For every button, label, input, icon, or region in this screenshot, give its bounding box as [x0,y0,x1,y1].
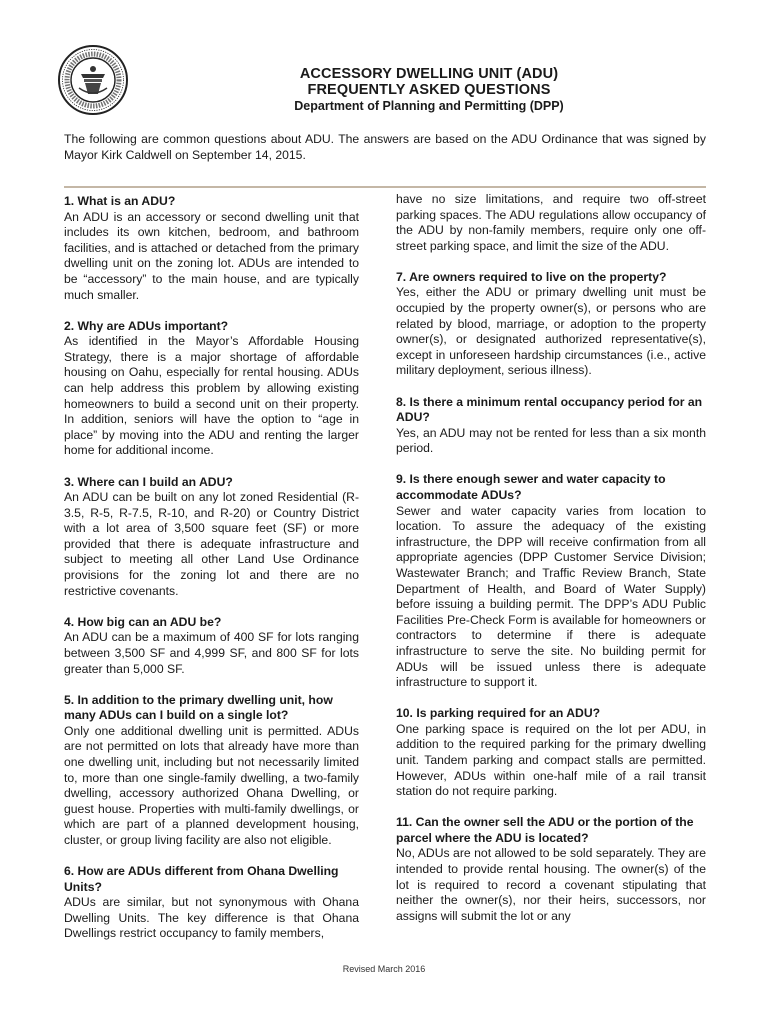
revision-footer: Revised March 2016 [342,964,426,974]
faq-answer: Only one additional dwelling unit is permitted. ADUs are not permitted on lots that already have more than one dwelling unit, including but not necessarily limited to, more than one single-family dwelling, a two-family dwelling, accessory authorized Ohana Dwelling, or guest house. Properties with multi-family dwellings, or which are part of a planned development housing, cluster, or group living facility are also not eligible. [64,723,359,847]
faq-answer: An ADU can be a maximum of 400 SF for lots ranging between 3,500 SF and 4,999 SF, and 800 SF for lots greater than 5,000 SF. [64,630,359,676]
title-line-2: FREQUENTLY ASKED QUESTIONS [307,82,551,98]
faq-item [396,472,706,690]
faq-item [64,864,359,942]
faq-answer: An ADU can be built on any lot zoned Residential (R-3.5, R-5, R-7.5, R-10, and R-20) or Country District with a lot area of 3,500 square feet (SF) or more provided that there is adequate infrastructure and subject to meeting all other Land Use Ordinance provisions for the zoning lot and there are no restrictive covenants. [64,490,359,598]
faq-question: 1. What is an ADU? [64,194,176,208]
faq-item [396,270,706,379]
faq-answer: As identified in the Mayor’s Affordable Housing Strategy, there is a major shortage of affordable housing on Oahu, especially for rental housing. ADUs can help address this problem by allowing existing homeowners to build a second unit on their property. In addition, seniors will have the option to “age in place” by moving into the ADU and renting the larger home for additional income. [64,334,359,458]
department-subtitle: Department of Planning and Permitting (DPP) [294,99,564,113]
title-line-1: ACCESSORY DWELLING UNIT (ADU) [299,66,559,82]
faq-item [64,615,359,677]
intro-paragraph: The following are common questions about ADU. The answers are based on the ADU Ordinance that was signed by Mayor Kirk Caldwell on September 14, 2015. [64,132,706,162]
faq-item [64,319,359,459]
section-divider [64,186,706,188]
faq-item [396,815,706,924]
faq-question: 10. Is parking required for an ADU? [396,706,601,721]
faq-question: 8. Is there a minimum rental occupancy period for an ADU? [396,394,703,425]
faq-question: 5. In addition to the primary dwelling unit, how many ADUs can I build on a single lot? [64,692,333,723]
faq-answer: One parking space is required on the lot per ADU, in addition to the required parking for the primary dwelling unit. Tandem parking and compact stalls are permitted. However, ADUs within one-half mile of a rail transit station do not require parking. [396,721,706,799]
faq-question: 6. How are ADUs different from Ohana Dwelling Units? [64,864,339,894]
faq-item [396,706,706,800]
faq-left-column [64,194,359,958]
faq-answer: Yes, either the ADU or primary dwelling unit must be occupied by the property owner(s), or persons who are related by blood, marriage, or adoption to the property owner(s), or designated authorized representative(s), except in unforeseen hardship circumstances (i.e., active military deployment, serious illness). [396,285,706,378]
document-header [130,66,728,115]
faq-question: 7. Are owners required to live on the property? [396,269,667,284]
faq-answer: Yes, an ADU may not be rented for less than a six month period. [396,425,706,456]
faq-item [64,475,359,600]
faq-question: 9. Is there enough sewer and water capacity to accommodate ADUs? [396,472,666,502]
faq-answer: ADUs are similar, but not synonymous with Ohana Dwelling Units. The key difference is that Ohana Dwellings restrict occupancy to family members, [64,895,359,941]
faq-item-continued [396,192,706,254]
faq-item [396,395,706,457]
faq-answer: Sewer and water capacity varies from location to location. To assure the adequacy of the existing infrastructure, the DPP will receive confirmation from all appropriate agencies (DPP Customer Service Division; Wastewater Branch; and Traffic Review Branch, State Department of Health, and Board of Water Supply) before issuing a building permit. The DPP’s ADU Public Facilities Pre-Check Form is available for homeowners or contractors to determine if there is adequate infrastructure to serve the site. No building permit for ADUs will be issued unless there is adequate infrastructure to support it. [396,503,706,690]
faq-answer: No, ADUs are not allowed to be sold separately. They are intended to provide rental housing. The owner(s) of the lot is required to record a covenant stipulating that neither the owner(s), nor their heirs, successors, nor assigns will submit the lot or any [396,846,706,923]
faq-question: 11. Can the owner sell the ADU or the portion of the parcel where the ADU is located? [396,815,694,845]
faq-question: 2. Why are ADUs important? [64,318,229,333]
faq-item [64,194,359,303]
faq-right-column [396,192,706,940]
faq-question: 4. How big can an ADU be? [64,614,222,629]
faq-item [64,693,359,849]
faq-answer-continued: have no size limitations, and require two off-street parking spaces. The ADU regulations allow occupancy of the ADU by non-family members, require only one off-street parking space, and limit the size of the ADU. [396,192,706,253]
city-county-seal-icon [57,44,129,116]
faq-question: 3. Where can I build an ADU? [64,474,233,489]
faq-answer: An ADU is an accessory or second dwelling unit that includes its own kitchen, bedroom, and bathroom facilities, and is attached or detached from the primary dwelling unit on the zoning lot. ADUs are intended to be “accessory” to the main house, and are typically much smaller. [64,209,359,302]
